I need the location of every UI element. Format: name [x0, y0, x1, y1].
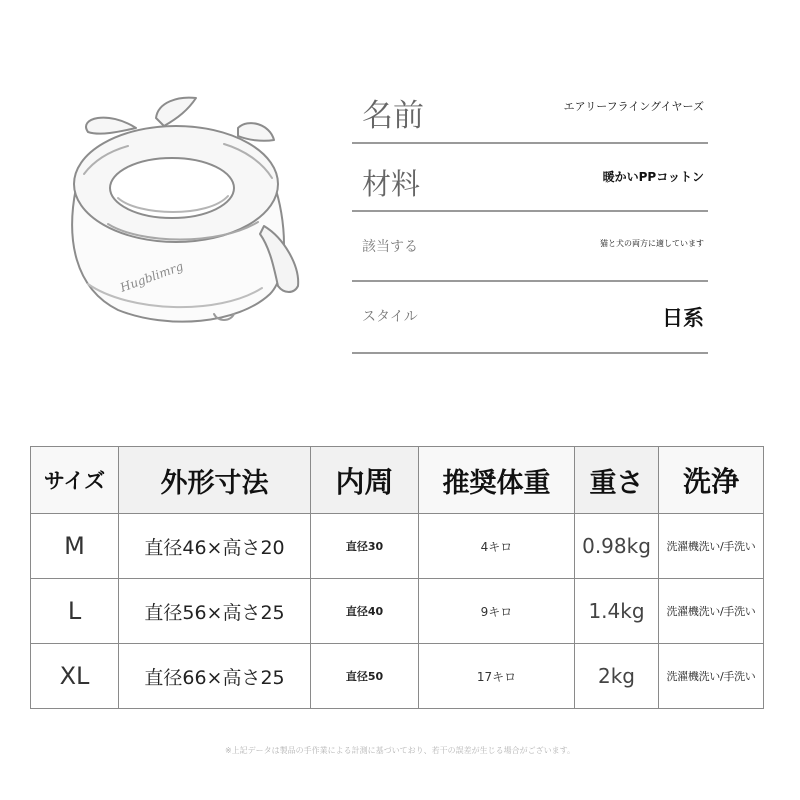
- header-washing: 洗浄: [659, 447, 764, 514]
- cell-mass: 2kg: [575, 644, 659, 709]
- cell-inner-circumference: 直径40: [311, 579, 419, 644]
- spec-label-style: スタイル: [362, 309, 418, 325]
- size-table: [30, 446, 764, 709]
- cell-outer-dimensions: 直径66×高さ25: [119, 644, 311, 709]
- cell-outer-dimensions: 直径56×高さ25: [119, 579, 311, 644]
- footnote: ※上記データは製品の手作業による計測に基づいており、若干の誤差が生じる場合がございます。: [224, 746, 576, 755]
- cell-washing: 洗濯機洗い/手洗い: [659, 644, 764, 709]
- cell-outer-dimensions: 直径46×高さ20: [119, 514, 311, 579]
- table-row: [31, 514, 764, 579]
- spec-label-suitable: 該当する: [362, 239, 418, 255]
- cell-recommended-weight: 17キロ: [419, 644, 575, 709]
- cell-washing: 洗濯機洗い/手洗い: [659, 514, 764, 579]
- cell-inner-circumference: 直径30: [311, 514, 419, 579]
- divider: [352, 352, 708, 354]
- cell-size: L: [31, 579, 119, 644]
- spec-value-suitable: 猫と犬の両方に適しています: [600, 239, 704, 248]
- pet-bed-illustration: [48, 88, 318, 338]
- table-header-row: [31, 447, 764, 514]
- header-recommended-weight: 推奨体重: [419, 447, 575, 514]
- header-outer-dimensions: 外形寸法: [119, 447, 311, 514]
- product-image: [48, 88, 318, 338]
- cell-recommended-weight: 4キロ: [419, 514, 575, 579]
- cell-washing: 洗濯機洗い/手洗い: [659, 579, 764, 644]
- product-logo: Hugblimrg: [118, 259, 186, 295]
- spec-label-name: 名前: [362, 98, 424, 134]
- header-mass: 重さ: [575, 447, 659, 514]
- cell-inner-circumference: 直径50: [311, 644, 419, 709]
- spec-row-style: [352, 282, 708, 354]
- cell-size: XL: [31, 644, 119, 709]
- spec-row-material: [352, 144, 708, 212]
- cell-recommended-weight: 9キロ: [419, 579, 575, 644]
- cell-size: M: [31, 514, 119, 579]
- table-row: [31, 579, 764, 644]
- spec-label-material: 材料: [362, 167, 421, 201]
- cell-mass: 1.4kg: [575, 579, 659, 644]
- table-row: [31, 644, 764, 709]
- spec-value-style: 日系: [662, 306, 704, 330]
- spec-value-material: 暖かいPPコットン: [602, 170, 704, 184]
- header-inner-circumference: 内周: [311, 447, 419, 514]
- spec-value-name: エアリーフライングイヤーズ: [563, 100, 704, 113]
- spec-row-name: [352, 80, 708, 144]
- spec-row-suitable: [352, 212, 708, 282]
- cell-mass: 0.98kg: [575, 514, 659, 579]
- header-size: サイズ: [31, 447, 119, 514]
